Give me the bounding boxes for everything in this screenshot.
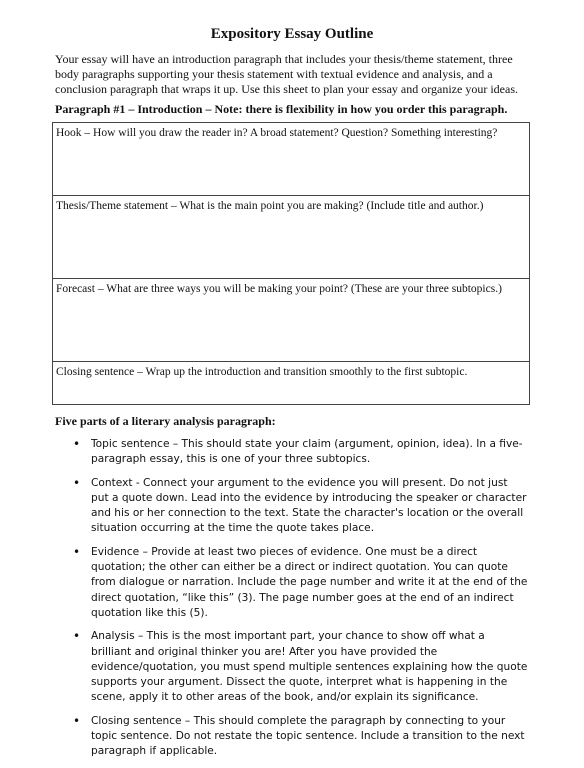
list-item bbox=[0, 476, 528, 537]
bullet-icon: • bbox=[73, 475, 81, 490]
five-parts-heading: Five parts of a literary analysis paragraph: bbox=[55, 414, 276, 428]
hook-cell[interactable] bbox=[53, 123, 529, 196]
context-text: Context - Connect your argument to the evidence you will present. Do not just put a quote down. Lead into the evidence by introducing the speaker or character and his or her connection to the text. State the character's location or the overall situation occurring at the time the quote takes place. bbox=[91, 476, 527, 535]
list-item bbox=[0, 545, 528, 621]
closing-sentence-text: Closing sentence – This should complete the paragraph by connecting to your topic sentence. Do not restate the topic sentence. Include a transition to the next paragraph if applicable. bbox=[91, 714, 525, 758]
page-title: Expository Essay Outline bbox=[210, 26, 374, 42]
thesis-label: Thesis/Theme statement – What is the main point you are making? (Include title and author.) bbox=[56, 200, 484, 212]
forecast-label: Forecast – What are three ways you will be making your point? (These are your three subtopics.) bbox=[56, 283, 502, 295]
five-parts-list bbox=[0, 437, 584, 768]
list-item bbox=[0, 437, 528, 468]
forecast-cell[interactable] bbox=[53, 279, 529, 362]
thesis-cell[interactable] bbox=[53, 196, 529, 279]
hook-label: Hook – How will you draw the reader in? A broad statement? Question? Something interesting? bbox=[56, 127, 498, 139]
closing-sentence-label: Closing sentence – Wrap up the introduction and transition smoothly to the first subtopic. bbox=[56, 366, 468, 378]
topic-sentence-text: Topic sentence – This should state your claim (argument, opinion, idea). In a five-paragraph essay, this is one of your three subtopics. bbox=[91, 438, 523, 466]
closing-sentence-cell[interactable] bbox=[53, 362, 529, 404]
bullet-icon: • bbox=[73, 629, 81, 644]
intro-paragraph: Your essay will have an introduction paragraph that includes your thesis/theme statement, three body paragraphs supporting your thesis statement with textual evidence and analysis, and a conclusion paragraph that wraps it up. Use this sheet to plan your essay and organize your ideas. bbox=[55, 52, 518, 96]
paragraph-one-heading: Paragraph #1 – Introduction – Note: there is flexibility in how you order this paragraph. bbox=[55, 102, 508, 116]
analysis-text: Analysis – This is the most important part, your chance to show off what a brilliant and original thinker you are! After you have provided the evidence/quotation, you must spend multiple sentences explaining how the quote supports your argument. Dissect the quote, interpret what is happening in the scene, apply it to other areas of the book, and/or explain its significance. bbox=[91, 630, 528, 704]
evidence-text: Evidence – Provide at least two pieces of evidence. One must be a direct quotation; the other can either be a direct or indirect quotation. You can quote from dialogue or narration. Include the page number and write it at the end of the direct quotation, “like this” (3). The page number goes at the end of an indirect quotation like this (5). bbox=[91, 545, 528, 619]
list-item bbox=[0, 714, 528, 760]
bullet-icon: • bbox=[73, 713, 81, 728]
bullet-icon: • bbox=[73, 437, 81, 451]
bullet-icon: • bbox=[73, 544, 81, 559]
introduction-outline-table bbox=[52, 122, 530, 405]
list-item bbox=[0, 629, 528, 705]
